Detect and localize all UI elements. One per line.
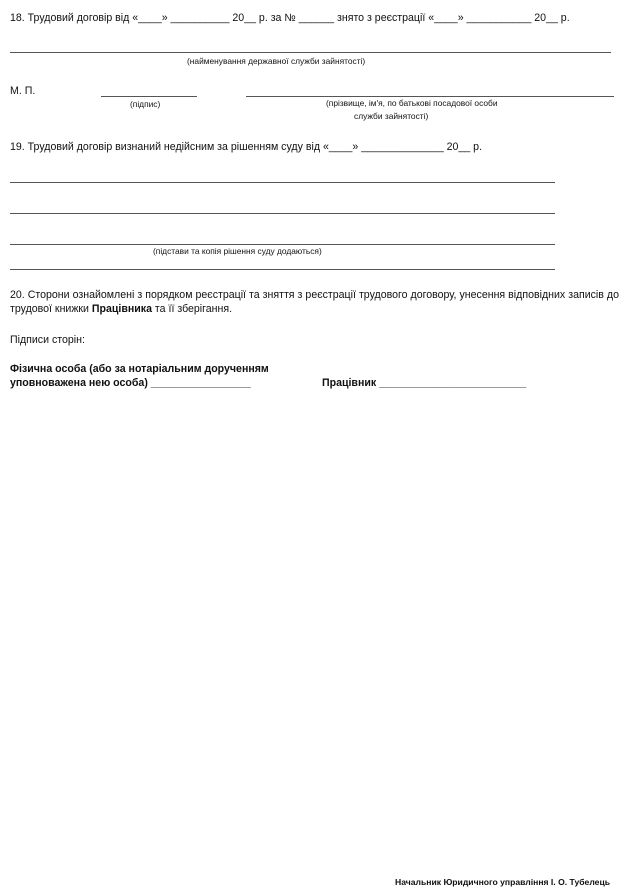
employee-signature-label[interactable]: Працівник _________________________ [322, 377, 527, 389]
court-caption: (підстави та копія рішення суду додаються) [153, 246, 322, 256]
signature-line[interactable] [101, 96, 197, 97]
court-reason-line-1[interactable] [10, 182, 555, 183]
section-18-text: 18. Трудовий договір від «____» __________ 20__ р. за № ______ знято з реєстрації «____» ___________ 20__ р. [10, 12, 570, 24]
section-20-text-bold: Працівника [91, 303, 152, 315]
stamp-label: М. П. [10, 85, 36, 97]
court-reason-line-3[interactable] [10, 244, 555, 245]
section-20-text [10, 288, 619, 316]
employment-service-line[interactable] [10, 52, 611, 53]
official-caption-line1: (прізвище, ім'я, по батькові посадової особи [326, 98, 498, 108]
section-20-text-after: та її зберігання. [151, 303, 233, 315]
official-caption-line2: служби зайнятості) [354, 111, 429, 121]
employer-signature-label-line2[interactable]: уповноважена нею особа) _________________ [10, 377, 251, 389]
official-name-line[interactable] [246, 96, 614, 97]
court-reason-line-2[interactable] [10, 213, 555, 214]
footer-signature: Начальник Юридичного управління І. О. Тубелець [395, 877, 611, 887]
section-20-text-before: 20. Сторони ознайомлені з порядком реєстрації та зняття з реєстрації трудового договору, унесення відповідних записів до трудової книжки [10, 289, 619, 315]
section-19-text: 19. Трудовий договір визнаний недійсним за рішенням суду від «____» ______________ 20__ р. [10, 141, 483, 153]
employer-signature-label-line1: Фізична особа (або за нотаріальним дорученням [10, 363, 269, 375]
employment-service-caption: (найменування державної служби зайнятості) [187, 56, 366, 66]
court-reason-line-4[interactable] [10, 269, 555, 270]
signatures-heading: Підписи сторін: [10, 334, 85, 346]
signature-caption: (підпис) [130, 99, 161, 109]
